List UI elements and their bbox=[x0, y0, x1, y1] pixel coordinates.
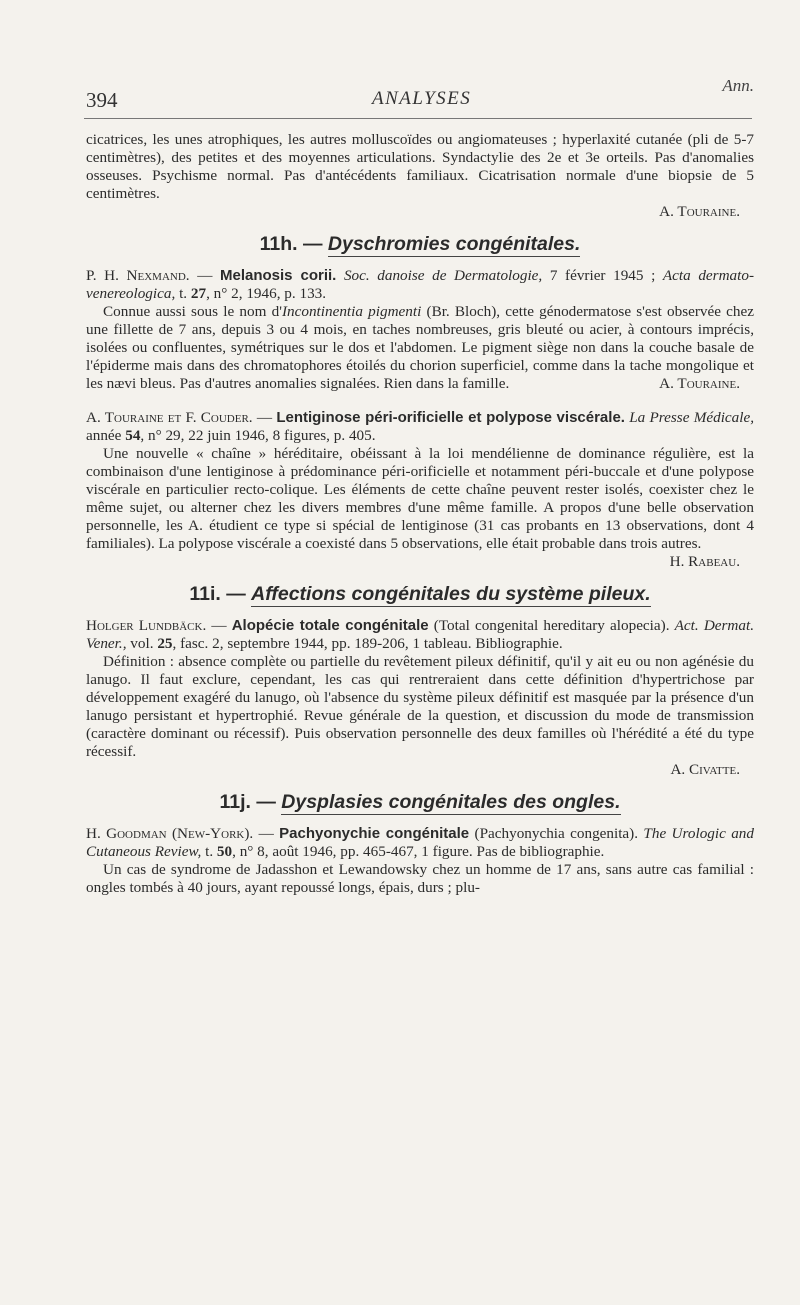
ref-source-prefix: année bbox=[86, 427, 122, 444]
ref-title: Lentiginose péri-orificielle et polypose viscérale. bbox=[276, 409, 625, 426]
section-number: 11j. bbox=[219, 791, 251, 813]
ref-title-translation: (Pachyonychia congenita). bbox=[474, 825, 639, 842]
ref-dash: — bbox=[256, 409, 273, 426]
reference-touraine bbox=[86, 409, 754, 445]
section-heading-11j bbox=[86, 793, 754, 811]
ref-volume-details: , n° 2, 1946, p. 133. bbox=[206, 285, 327, 302]
section-title: Dyschromies congénitales. bbox=[327, 233, 581, 255]
abstract-nexmand bbox=[86, 303, 754, 393]
abstract-lundback: Définition : absence complète ou partielle du revêtement pileux définitif, qu'il y ait eu ou non agénésie du lanugo. Il faut exclure, cependant, les cas qui rentreraient dans cette définition d'hypertrichose par développement exagéré du lanugo, où l'absence du système pileux définitif est masquée par la présence d'un lanugo persistant et hypertrophié. Revue générale de la question, et discussion du mode de transmission (caractère dominant ou récessif). Puis observation personnelle des deux familles où l'hérédité a été du type récessif. bbox=[86, 653, 754, 760]
reference-nexmand bbox=[86, 267, 754, 303]
ref-author-first: Holger Lundbäck. bbox=[86, 617, 207, 634]
prev-entry-text: cicatrices, les unes atrophiques, les autres molluscoïdes ou angiomateuses ; hyperlaxité cutanée (pli de 5-7 centimètres), des petites et des moyennes articulations. Syndactylie des 2e et 3e orteils. Pas d'anomalies osseuses. Psychisme normal. Pas d'antécédents familiaux. Cicatrisation normale d'une biopsie de 5 centimètres. bbox=[86, 131, 754, 202]
signature-civatte: A. Civatte. bbox=[670, 761, 740, 778]
ref-title-translation: (Total congenital hereditary alopecia). bbox=[433, 617, 670, 634]
reference-lundback bbox=[86, 617, 754, 653]
ref-authors: H. Goodman (New-York). bbox=[86, 825, 254, 842]
ref-journal: Acta dermato-venereologica, bbox=[86, 267, 755, 302]
ref-dash: — bbox=[197, 267, 213, 284]
article-body bbox=[86, 131, 754, 897]
ref-source: Soc. danoise de Dermatologie, bbox=[343, 267, 543, 284]
ref-volume-prefix: t. bbox=[205, 843, 214, 860]
section-title: Affections congénitales du système pileux. bbox=[251, 583, 651, 605]
ref-source-date: 7 février 1945 ; bbox=[549, 267, 656, 284]
abstract-touraine: Une nouvelle « chaîne » héréditaire, obéissant à la loi mendélienne de dominance régulière, est la combinaison d'une lentiginose à prédominance péri-orificielle et notamment péri-buccale et d'une polypose viscérale en particulier recto-colique. Les éléments de cette chaîne peuvent rester isolés, coexister chez le même sujet, ou alterner chez les divers membres d'une même famille. A propos d'une belle observation personnelle, les A. étudient ce type si spécial de lentiginose (31 cas probants en 13 observations, dont 4 familiales). La polypose viscérale a coexisté dans 5 observations, elle était probable dans trois autres. bbox=[86, 445, 754, 552]
abstract-text-rest: (Br. Bloch), cette génodermatose s'est observée chez une fillette de 7 ans, depuis 3 ou 4 mois, en taches nombreuses, gris bleuté ou acier, à contours imprécis, isolées ou confluentes, symétriques sur le dos et l'abdomen. Le pigment siège non dans la couche basale de l'épiderme mais dans des chromatophores étoilés du chorion superficiel, comme dans la tache mongolique et les nævi bleus. Pas d'autres anomalies signalées. Rien dans la famille. bbox=[86, 303, 754, 392]
ref-dash: — bbox=[211, 617, 227, 634]
section-dash: — bbox=[226, 583, 246, 605]
abstract-italic-term: Incontinentia pigmenti bbox=[281, 303, 422, 320]
ref-title: Melanosis corii. bbox=[219, 267, 337, 284]
ref-dash: — bbox=[258, 825, 274, 842]
ref-volume-prefix: vol. bbox=[130, 635, 154, 652]
ref-source: La Presse Médicale, bbox=[629, 409, 755, 426]
ref-volume-details: , fasc. 2, septembre 1944, pp. 189-206, 1 tableau. Bibliographie. bbox=[172, 635, 563, 652]
running-header-right: Ann. bbox=[722, 76, 754, 95]
section-heading-11i bbox=[86, 585, 754, 603]
ref-volume: 25 bbox=[157, 635, 173, 652]
ref-volume: 27 bbox=[190, 285, 207, 302]
ref-journal: Act. Dermat. Vener., bbox=[86, 617, 755, 652]
ref-volume: 54 bbox=[125, 427, 141, 444]
ref-volume-details: , n° 8, août 1946, pp. 465-467, 1 figure. Pas de bibliographie. bbox=[232, 843, 605, 860]
abstract-text-start: Connue aussi sous le nom d' bbox=[103, 303, 282, 320]
ref-volume-details: , n° 29, 22 juin 1946, 8 figures, p. 405. bbox=[140, 427, 376, 444]
section-title: Dysplasies congénitales des ongles. bbox=[281, 791, 621, 813]
section-heading-11h bbox=[86, 235, 754, 253]
signature-rabeau: H. Rabeau. bbox=[669, 553, 740, 570]
page-number: 394 bbox=[86, 88, 118, 112]
ref-title: Pachyonychie congénitale bbox=[279, 825, 470, 842]
section-dash: — bbox=[302, 233, 323, 255]
ref-journal: The Urologic and Cutaneous Review, bbox=[86, 825, 754, 860]
running-title: ANALYSES bbox=[372, 88, 472, 109]
section-dash: — bbox=[256, 791, 276, 813]
section-number: 11i. bbox=[189, 583, 221, 605]
ref-authors: P. H. Nexmand. bbox=[86, 267, 190, 284]
ref-title: Alopécie totale congénitale bbox=[231, 617, 429, 634]
ref-volume-prefix: t. bbox=[179, 285, 188, 302]
section-number: 11h. bbox=[259, 233, 298, 255]
header-rule bbox=[84, 118, 752, 119]
signature-nexmand: A. Touraine. bbox=[659, 375, 740, 392]
reference-goodman bbox=[86, 825, 754, 861]
spacer bbox=[86, 393, 754, 405]
abstract-goodman: Un cas de syndrome de Jadasshon et Lewandowsky chez un homme de 17 ans, sans autre cas familial : ongles tombés à 40 jours, ayant repoussé longs, épais, durs ; plu- bbox=[86, 861, 754, 896]
ref-volume: 50 bbox=[216, 843, 233, 860]
ref-authors: A. Touraine et F. Couder. bbox=[86, 409, 253, 426]
prev-entry-signature: A. Touraine. bbox=[659, 203, 740, 220]
